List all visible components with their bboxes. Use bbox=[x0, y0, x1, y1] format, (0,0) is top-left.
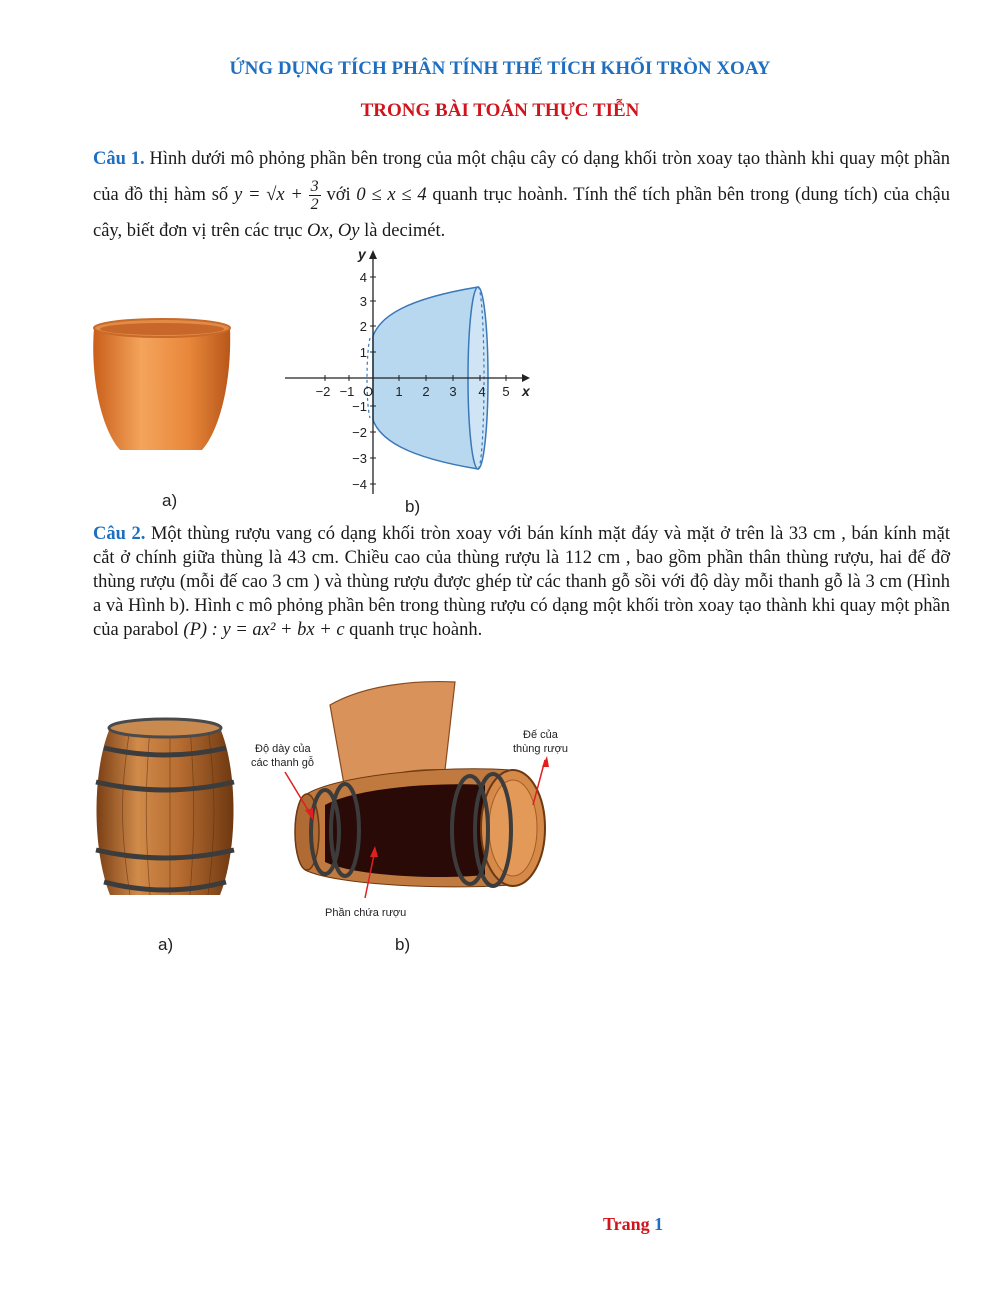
y-tick-label: −4 bbox=[352, 477, 367, 492]
wine-label: Phần chứa rượu bbox=[325, 907, 407, 919]
y-tick-label: 2 bbox=[359, 319, 367, 334]
pot-body bbox=[93, 328, 230, 450]
page-number: 1 bbox=[654, 1214, 664, 1234]
base-label-1: Đế của bbox=[523, 729, 558, 741]
y-tick-label: −3 bbox=[352, 451, 367, 466]
y-tick-label: 4 bbox=[359, 270, 367, 285]
thickness-label-2: các thanh gỗ bbox=[251, 757, 314, 769]
q1-fraction bbox=[309, 178, 321, 213]
y-axis-label: y bbox=[358, 246, 366, 262]
flower-pot-figure bbox=[80, 300, 260, 520]
q1-formula bbox=[233, 178, 321, 214]
wine-chamber bbox=[325, 784, 485, 877]
question-1 bbox=[93, 141, 950, 249]
fig1-b-label: b) bbox=[405, 497, 421, 516]
pot-opening bbox=[100, 323, 224, 335]
q1-frac-den: 2 bbox=[310, 196, 319, 214]
page-footer bbox=[603, 1214, 663, 1235]
y-axis-arrow bbox=[369, 250, 377, 259]
q1-axes: Ox, Oy bbox=[307, 221, 360, 242]
origin-label: O bbox=[363, 384, 374, 399]
x-axis-label: x bbox=[522, 383, 530, 399]
x-tick-label: 5 bbox=[502, 384, 510, 399]
q1-text-a: Hình dưới mô phỏng phần bên trong của một chậu cây có dạng khối tròn xoay tạo thành khi quay một phần của đồ thị hàm số bbox=[93, 149, 950, 205]
x-tick-label: 2 bbox=[422, 384, 430, 399]
q1-text-d: là decimét. bbox=[359, 221, 446, 242]
q2-text-b: quanh trục hoành. bbox=[344, 620, 483, 640]
page-label: Trang bbox=[603, 1214, 650, 1234]
thickness-label-1: Độ dày của bbox=[255, 743, 311, 755]
fig1-a-label: a) bbox=[162, 491, 178, 510]
q1-text-c: quanh trục hoành. Tính thể tích phần bên trong (dung tích) của chậu cây, biết đơn vị trên các trục bbox=[93, 185, 950, 242]
barrel-end-inner bbox=[489, 780, 537, 876]
x-tick-label: 3 bbox=[449, 384, 457, 399]
q1-frac-num: 3 bbox=[310, 178, 319, 196]
x-axis-arrow bbox=[522, 374, 530, 382]
q1-range: 0 ≤ x ≤ 4 bbox=[356, 185, 427, 205]
y-tick-label: 3 bbox=[359, 294, 367, 309]
barrel-top bbox=[109, 719, 221, 737]
question-2-label: Câu 2. bbox=[93, 524, 146, 544]
solid-of-revolution-graph bbox=[280, 244, 550, 520]
question-1-label: Câu 1. bbox=[93, 149, 145, 169]
question-2 bbox=[93, 522, 950, 642]
base-arrowhead bbox=[542, 756, 549, 767]
wine-barrel-figure bbox=[90, 710, 250, 960]
y-tick-labels bbox=[352, 270, 367, 492]
barrel-cutaway-figure bbox=[245, 680, 585, 960]
y-tick-label: −1 bbox=[352, 399, 367, 414]
x-tick-label: 1 bbox=[395, 384, 403, 399]
x-tick-label: 4 bbox=[478, 384, 486, 399]
fig2-a-label: a) bbox=[158, 935, 174, 954]
q1-formula-left: y = √x + bbox=[233, 185, 309, 205]
y-tick-label: 1 bbox=[359, 345, 367, 360]
fig2-b-label: b) bbox=[395, 935, 411, 954]
x-tick-label: −2 bbox=[315, 384, 331, 399]
q2-text-a: Một thùng rượu vang có dạng khối tròn xoay với bán kính mặt đáy và mặt ở trên là 33 cm , bán kính mặt cắt ở chính giữa thùng là 43 cm. Chiều cao của thùng rượu là 112 cm , bao gồm phần thân thùng rượu, hai đế đỡ thùng rượu (mỗi đế cao 3 cm ) và thùng rượu được ghép từ các thanh gỗ sồi với độ dày mỗi thanh gỗ là 3 cm (Hình a và Hình b). Hình c mô phỏng phần bên trong thùng rượu có dạng một khối tròn xoay tạo thành khi quay một phần của parabol bbox=[93, 524, 950, 640]
title-line-2: TRONG BÀI TOÁN THỰC TIỄN bbox=[360, 100, 640, 121]
base-label-2: thùng rượu bbox=[513, 743, 568, 755]
title-line-1: ỨNG DỤNG TÍCH PHÂN TÍNH THỂ TÍCH KHỐI TRÒN XOAY bbox=[229, 58, 771, 79]
q1-text-b: với bbox=[320, 185, 357, 205]
q2-parabola: (P) : y = ax² + bx + c bbox=[183, 620, 345, 640]
y-tick-label: −2 bbox=[352, 425, 367, 440]
x-tick-label: −1 bbox=[339, 384, 355, 399]
